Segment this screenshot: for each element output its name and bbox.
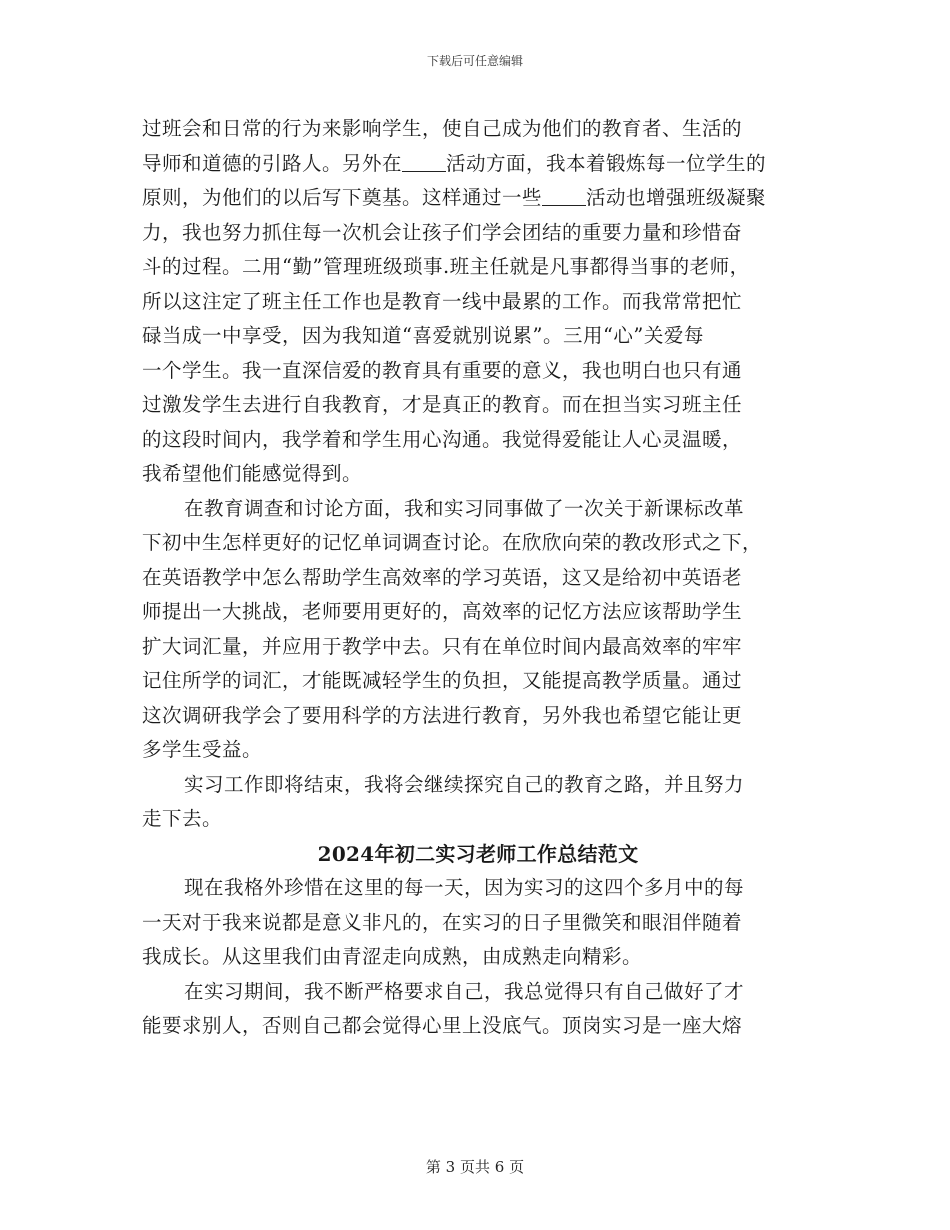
text-line: 过激发学生去进行自我教育，才是真正的教育。而在担当实习班主任 [142,393,743,416]
text-segment: 活动方面，我本着锻炼每一位学生的 [446,151,767,175]
text-line: 能要求别人，否则自己都会觉得心里上没底气。顶岗实习是一座大熔 [142,1014,743,1037]
section-title: 2024年初二实习老师工作总结范文 [317,841,639,866]
page-number: 第 3 页共 6 页 [425,1158,525,1176]
text-line: 一个学生。我一直深信爱的教育具有重要的意义，我也明白也只有通 [142,358,743,382]
text-line: 的这段时间内，我学着和学生用心沟通。我觉得爱能让人心灵温暖， [142,427,743,451]
fill-in-blank [542,187,586,206]
paragraph-first-line: 实习工作即将结束，我将会继续探究自己的教育之路，并且努力 [184,772,745,796]
text-line: 记住所学的词汇，才能既减轻学生的负担，又能提高教学质量。通过 [142,669,743,692]
paragraph-first-line: 在实习期间，我不断严格要求自己，我总觉得只有自己做好了才 [184,979,745,1003]
text-line: 碌当成一中享受，因为我知道“喜爱就别说累”。三用“心”关爱每 [142,324,704,347]
text-segment: 导师和道德的引路人。另外在 [142,151,403,175]
text-line [142,147,814,182]
paragraph-first-line: 现在我格外珍惜在这里的每一天，因为实习的这四个多月中的每 [184,876,745,899]
fill-in-blank [402,153,446,172]
document-body [142,112,814,1044]
text-line: 走下去。 [142,807,223,830]
text-segment: 活动也增强班级凝聚 [586,186,767,209]
text-line: 过班会和日常的行为来影响学生，使自己成为他们的教育者、生活的 [142,117,743,140]
paragraph-first-line: 在教育调查和讨论方面，我和实习同事做了一次关于新课标改革 [184,496,745,520]
text-segment: 原则，为他们的以后写下奠基。这样通过一些 [142,186,543,209]
text-line: 下初中生怎样更好的记忆单词调查讨论。在欣欣向荣的教改形式之下， [142,531,763,554]
text-line [142,181,814,216]
text-line: 扩大词汇量，并应用于教学中去。只有在单位时间内最高效率的牢牢 [142,634,743,658]
text-line: 斗的过程。二用“勤”管理班级琐事.班主任就是凡事都得当事的老师， [142,255,750,278]
page-header-note: 下载后可任意编辑 [426,54,523,68]
text-line: 多学生受益。 [142,738,263,761]
text-line: 这次调研我学会了要用科学的方法进行教育，另外我也希望它能让更 [142,703,743,727]
text-line: 我希望他们能感觉得到。 [142,462,363,485]
text-line: 一天对于我来说都是意义非凡的，在实习的日子里微笑和眼泪伴随着 [142,910,743,934]
text-line: 在英语教学中怎么帮助学生高效率的学习英语，这又是给初中英语老 [142,565,743,589]
text-line: 我成长。从这里我们由青涩走向成熟，由成熟走向精彩。 [142,945,643,968]
text-line: 所以这注定了班主任工作也是教育一线中最累的工作。而我常常把忙 [142,289,743,313]
text-line: 师提出一大挑战，老师要用更好的，高效率的记忆方法应该帮助学生 [142,600,743,623]
text-line: 力，我也努力抓住每一次机会让孩子们学会团结的重要力量和珍惜奋 [142,220,743,244]
